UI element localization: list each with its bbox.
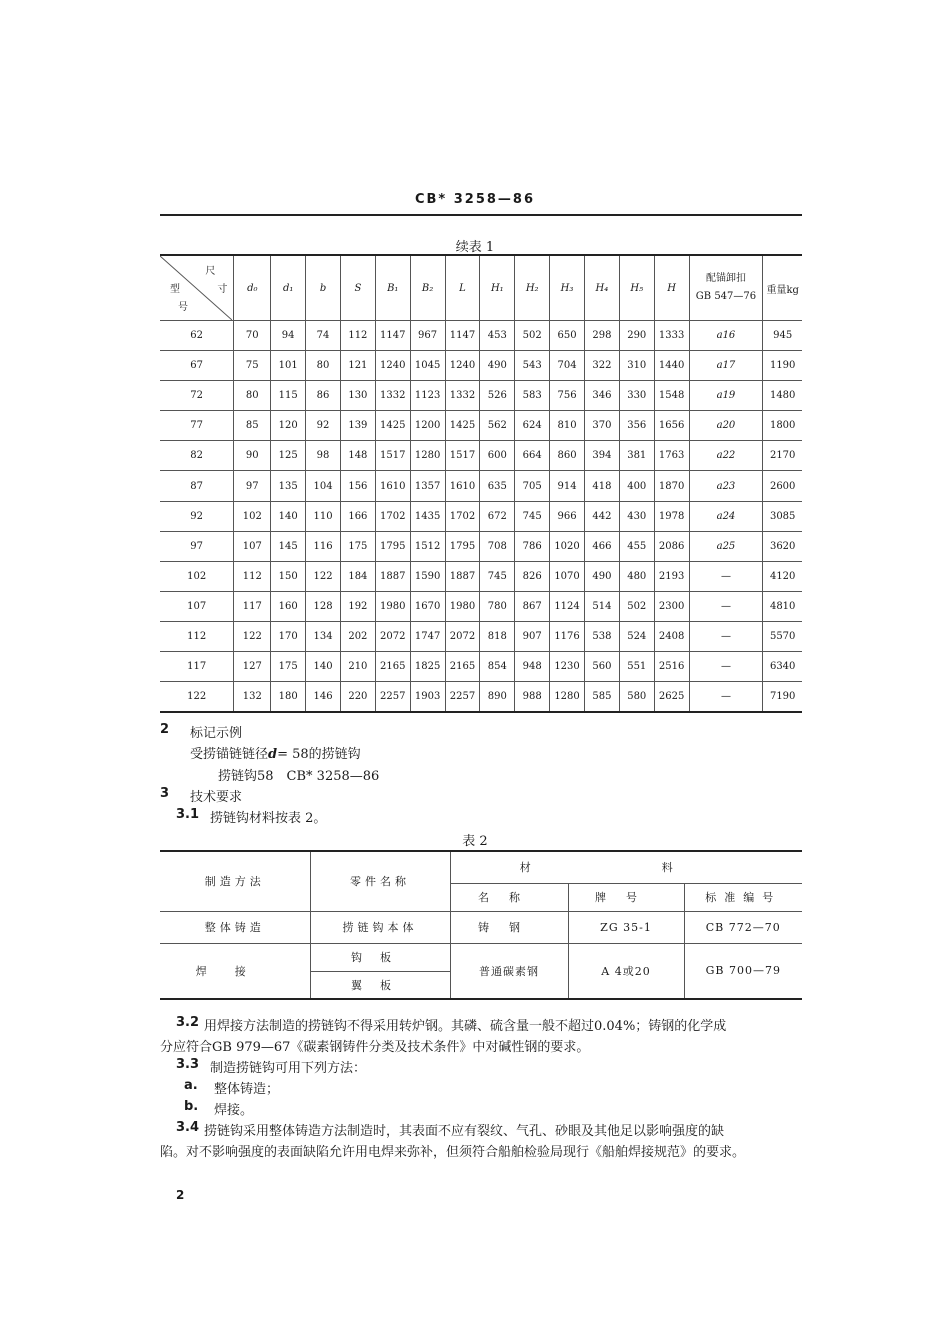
table-cell: 1795 [445, 531, 480, 561]
table-cell: 115 [271, 381, 306, 411]
table-row [160, 441, 802, 471]
table-cell: 1795 [375, 531, 410, 561]
table-cell: 585 [584, 682, 619, 712]
shackle-header-line2: GB 547—76 [695, 291, 757, 302]
table-cell: 97 [234, 471, 271, 501]
table-cell: 112 [340, 321, 375, 351]
table-cell: 140 [306, 652, 341, 682]
materials-table [160, 850, 802, 1000]
table-cell: 1425 [445, 411, 480, 441]
item-b-label: b. [184, 1099, 199, 1114]
table-cell: 1280 [550, 682, 585, 712]
table-cell: 86 [306, 381, 341, 411]
col-header: B₁ [375, 255, 410, 321]
table1-caption: 续表 1 [455, 240, 495, 255]
table-cell: 400 [619, 471, 654, 501]
table-cell: 745 [480, 561, 515, 591]
table-cell: 2257 [375, 682, 410, 712]
example-variable: d [268, 747, 278, 762]
table-cell: 867 [515, 591, 550, 621]
table-cell: 210 [340, 652, 375, 682]
table-cell: 1440 [654, 351, 689, 381]
table-cell: 2165 [445, 652, 480, 682]
table-cell: 543 [515, 351, 550, 381]
table-cell: 466 [584, 531, 619, 561]
table-cell: 128 [306, 591, 341, 621]
clause-3-2-line1: 用焊接方法制造的捞链钩不得采用转炉钢。其磷、硫含量一般不超过0.04%；铸钢的化学成 [204, 1019, 727, 1034]
weight-cell: 945 [763, 321, 802, 351]
table-cell: 1702 [445, 501, 480, 531]
table2-caption: 表 2 [462, 834, 488, 849]
table-cell: 480 [619, 561, 654, 591]
table-cell: 116 [306, 531, 341, 561]
row2-grade: A 4或20 [568, 943, 684, 999]
table-cell: 967 [410, 321, 445, 351]
table-cell: 907 [515, 621, 550, 651]
section2-title: 标记示例 [190, 726, 243, 741]
table-cell: 330 [619, 381, 654, 411]
table-cell: 310 [619, 351, 654, 381]
table-row [160, 471, 802, 501]
table-cell: 818 [480, 621, 515, 651]
shackle-header [689, 255, 763, 321]
col-header: B₂ [410, 255, 445, 321]
col-header: H [654, 255, 689, 321]
clause-3-4-line1: 捞链钩采用整体铸造方法制造时，其表面不应有裂纹、气孔、砂眼及其他足以影响强度的缺 [204, 1124, 725, 1139]
table-row [160, 561, 802, 591]
model-cell: 72 [160, 381, 234, 411]
table-cell: 122 [234, 621, 271, 651]
col-header: H₄ [584, 255, 619, 321]
table-cell: 70 [234, 321, 271, 351]
model-cell: 77 [160, 411, 234, 441]
table-cell: 346 [584, 381, 619, 411]
table-cell: 94 [271, 321, 306, 351]
table-cell: 1020 [550, 531, 585, 561]
header-method: 制造方法 [160, 851, 310, 911]
table-cell: 914 [550, 471, 585, 501]
diag-model-a: 型 [170, 284, 180, 295]
item-a-text: 整体铸造； [214, 1082, 280, 1097]
row2-part-1: 钩板 [310, 943, 450, 971]
col-header: H₃ [550, 255, 585, 321]
table-cell: 756 [550, 381, 585, 411]
table-cell: 860 [550, 441, 585, 471]
table-row [160, 682, 802, 712]
shackle-cell: a23 [689, 471, 763, 501]
shackle-cell: a17 [689, 351, 763, 381]
section2-example-line2: 捞链钩58 CB* 3258—86 [218, 769, 380, 784]
table-cell: 810 [550, 411, 585, 441]
table-cell: 112 [234, 561, 271, 591]
table-cell: 890 [480, 682, 515, 712]
table-cell: 1763 [654, 441, 689, 471]
table-cell: 290 [619, 321, 654, 351]
table-cell: 1357 [410, 471, 445, 501]
header-standard: 标准编号 [684, 883, 802, 911]
table-cell: 394 [584, 441, 619, 471]
clause-3-3-number: 3.3 [176, 1057, 200, 1072]
weight-cell: 1480 [763, 381, 802, 411]
table-cell: 148 [340, 441, 375, 471]
model-cell: 87 [160, 471, 234, 501]
table-cell: 156 [340, 471, 375, 501]
table-cell: 101 [271, 351, 306, 381]
table-cell: 1887 [445, 561, 480, 591]
table-cell: 121 [340, 351, 375, 381]
table2-row [160, 943, 802, 971]
table-cell: 418 [584, 471, 619, 501]
table-cell: 1610 [445, 471, 480, 501]
table-cell: 1517 [375, 441, 410, 471]
shackle-cell: a19 [689, 381, 763, 411]
table-cell: 145 [271, 531, 306, 561]
table-cell: 170 [271, 621, 306, 651]
row1-standard: CB 772—70 [684, 911, 802, 943]
table-cell: 117 [234, 591, 271, 621]
table-cell: 1123 [410, 381, 445, 411]
weight-cell: 7190 [763, 682, 802, 712]
table2-row [160, 911, 802, 943]
table-cell: 102 [234, 501, 271, 531]
table-cell: 672 [480, 501, 515, 531]
row1-name: 铸钢 [450, 911, 568, 943]
table-cell: 1656 [654, 411, 689, 441]
diag-size-b: 寸 [217, 284, 228, 295]
table-cell: 786 [515, 531, 550, 561]
model-cell: 82 [160, 441, 234, 471]
model-cell: 102 [160, 561, 234, 591]
table2-header-row-1 [160, 851, 802, 883]
table-cell: 1240 [375, 351, 410, 381]
table-cell: 1147 [445, 321, 480, 351]
table-cell: 80 [306, 351, 341, 381]
shackle-cell: a22 [689, 441, 763, 471]
shackle-cell: — [689, 591, 763, 621]
clause-3-4-line2: 陷。对不影响强度的表面缺陷允许用电焊来弥补，但须符合船舶检验局现行《船舶焊接规范》的要求。 [160, 1145, 746, 1160]
table-cell: 107 [234, 531, 271, 561]
col-header: d₁ [271, 255, 306, 321]
table-cell: 966 [550, 501, 585, 531]
table-cell: 1978 [654, 501, 689, 531]
table-cell: 1425 [375, 411, 410, 441]
table-cell: 104 [306, 471, 341, 501]
table-row [160, 321, 802, 351]
table-cell: 1517 [445, 441, 480, 471]
table-cell: 562 [480, 411, 515, 441]
row2-part-2: 翼板 [310, 971, 450, 999]
shackle-cell: — [689, 561, 763, 591]
table-cell: 202 [340, 621, 375, 651]
table-cell: 298 [584, 321, 619, 351]
table-cell: 1980 [445, 591, 480, 621]
col-header: H₅ [619, 255, 654, 321]
table-cell: 1200 [410, 411, 445, 441]
weight-cell: 2600 [763, 471, 802, 501]
example-text-post: = 58的捞链钩 [277, 747, 361, 762]
table-cell: 1590 [410, 561, 445, 591]
document-header-code: CB* 3258—86 [414, 192, 536, 207]
dimensions-table [160, 254, 802, 713]
table-cell: 370 [584, 411, 619, 441]
table-cell: 98 [306, 441, 341, 471]
row2-name: 普通碳素钢 [450, 943, 568, 999]
table-cell: 1870 [654, 471, 689, 501]
table-cell: 600 [480, 441, 515, 471]
table-cell: 2193 [654, 561, 689, 591]
row1-grade: ZG 35-1 [568, 911, 684, 943]
table-cell: 92 [306, 411, 341, 441]
shackle-header-line1: 配锚卸扣 [705, 273, 746, 284]
table-cell: 442 [584, 501, 619, 531]
clause-3-1-number: 3.1 [176, 807, 200, 822]
clause-3-3-text: 制造捞链钩可用下列方法： [210, 1061, 367, 1076]
table-cell: 453 [480, 321, 515, 351]
table-cell: 120 [271, 411, 306, 441]
table-cell: 455 [619, 531, 654, 561]
table-cell: 430 [619, 501, 654, 531]
table-cell: 1176 [550, 621, 585, 651]
table-cell: 2625 [654, 682, 689, 712]
table-cell: 220 [340, 682, 375, 712]
clause-3-1-text: 捞链钩材料按表 2。 [210, 811, 327, 826]
shackle-cell: — [689, 652, 763, 682]
table-cell: 175 [340, 531, 375, 561]
table-cell: 1670 [410, 591, 445, 621]
table-cell: 1980 [375, 591, 410, 621]
shackle-cell: — [689, 621, 763, 651]
weight-cell: 4810 [763, 591, 802, 621]
weight-cell: 1800 [763, 411, 802, 441]
table-cell: 1548 [654, 381, 689, 411]
table1-body [160, 321, 802, 712]
table-row [160, 411, 802, 441]
diag-size-a: 尺 [205, 266, 216, 277]
table-cell: 1747 [410, 621, 445, 651]
table-cell: 1333 [654, 321, 689, 351]
shackle-cell: a20 [689, 411, 763, 441]
shackle-cell: — [689, 682, 763, 712]
table-cell: 745 [515, 501, 550, 531]
row2-standard: GB 700—79 [684, 943, 802, 999]
weight-header: 重量kg [763, 255, 802, 321]
table-cell: 150 [271, 561, 306, 591]
header-part-name: 零件名称 [310, 851, 450, 911]
weight-cell: 6340 [763, 652, 802, 682]
table-cell: 122 [306, 561, 341, 591]
model-cell: 67 [160, 351, 234, 381]
weight-cell: 1190 [763, 351, 802, 381]
weight-cell: 3620 [763, 531, 802, 561]
table-row [160, 501, 802, 531]
weight-cell: 5570 [763, 621, 802, 651]
table-cell: 490 [480, 351, 515, 381]
table-cell: 184 [340, 561, 375, 591]
table-cell: 624 [515, 411, 550, 441]
table-cell: 2516 [654, 652, 689, 682]
table-cell: 125 [271, 441, 306, 471]
shackle-cell: a24 [689, 501, 763, 531]
row2-method: 焊接 [160, 943, 310, 999]
table-cell: 1610 [375, 471, 410, 501]
section3-number: 3 [160, 786, 170, 801]
table-cell: 1825 [410, 652, 445, 682]
table-cell: 192 [340, 591, 375, 621]
table-cell: 1240 [445, 351, 480, 381]
col-header: S [340, 255, 375, 321]
table-cell: 139 [340, 411, 375, 441]
table-row [160, 591, 802, 621]
example-text-pre: 受捞锚链链径 [190, 747, 269, 762]
model-cell: 92 [160, 501, 234, 531]
table1-header-row [160, 255, 802, 321]
table-cell: 1435 [410, 501, 445, 531]
table-cell: 514 [584, 591, 619, 621]
row1-part: 捞链钩本体 [310, 911, 450, 943]
col-header: d₀ [234, 255, 271, 321]
table-cell: 2257 [445, 682, 480, 712]
table-row [160, 621, 802, 651]
table-cell: 130 [340, 381, 375, 411]
model-cell: 117 [160, 652, 234, 682]
model-cell: 97 [160, 531, 234, 561]
table-cell: 1887 [375, 561, 410, 591]
table-cell: 524 [619, 621, 654, 651]
table-cell: 2072 [375, 621, 410, 651]
table-cell: 1332 [445, 381, 480, 411]
table-cell: 538 [584, 621, 619, 651]
col-header: H₁ [480, 255, 515, 321]
header-name: 名称 [450, 883, 568, 911]
table-cell: 635 [480, 471, 515, 501]
weight-cell: 2170 [763, 441, 802, 471]
clause-3-4-number: 3.4 [176, 1120, 200, 1135]
table-cell: 2072 [445, 621, 480, 651]
col-header: H₂ [515, 255, 550, 321]
table-cell: 704 [550, 351, 585, 381]
table-cell: 356 [619, 411, 654, 441]
table-cell: 127 [234, 652, 271, 682]
diag-model-b: 号 [178, 302, 188, 313]
section2-number: 2 [160, 722, 170, 737]
clause-3-2-number: 3.2 [176, 1015, 200, 1030]
table-cell: 705 [515, 471, 550, 501]
table-cell: 140 [271, 501, 306, 531]
table-cell: 664 [515, 441, 550, 471]
table-cell: 583 [515, 381, 550, 411]
model-cell: 107 [160, 591, 234, 621]
clause-3-2-line2: 分应符合GB 979—67《碳素钢铸件分类及技术条件》中对碱性钢的要求。 [160, 1040, 590, 1055]
table-cell: 780 [480, 591, 515, 621]
table-cell: 75 [234, 351, 271, 381]
table-cell: 1070 [550, 561, 585, 591]
table-cell: 74 [306, 321, 341, 351]
table-cell: 160 [271, 591, 306, 621]
table-cell: 1702 [375, 501, 410, 531]
weight-cell: 3085 [763, 501, 802, 531]
table-cell: 146 [306, 682, 341, 712]
table-cell: 322 [584, 351, 619, 381]
table-cell: 1512 [410, 531, 445, 561]
table-cell: 948 [515, 652, 550, 682]
table-cell: 580 [619, 682, 654, 712]
table-row [160, 652, 802, 682]
table-cell: 490 [584, 561, 619, 591]
table-cell: 85 [234, 411, 271, 441]
table-cell: 854 [480, 652, 515, 682]
table-cell: 1230 [550, 652, 585, 682]
table-cell: 826 [515, 561, 550, 591]
row1-method: 整体铸造 [160, 911, 310, 943]
weight-cell: 4120 [763, 561, 802, 591]
table-cell: 502 [619, 591, 654, 621]
table-cell: 381 [619, 441, 654, 471]
header-material: 材 料 [450, 851, 802, 883]
table-row [160, 351, 802, 381]
section3-title: 技术要求 [190, 790, 243, 805]
table-cell: 180 [271, 682, 306, 712]
table-cell: 80 [234, 381, 271, 411]
model-cell: 62 [160, 321, 234, 351]
table-cell: 132 [234, 682, 271, 712]
item-b-text: 焊接。 [214, 1103, 254, 1118]
table-cell: 551 [619, 652, 654, 682]
header-grade: 牌号 [568, 883, 684, 911]
col-header: L [445, 255, 480, 321]
table-cell: 1332 [375, 381, 410, 411]
table-cell: 526 [480, 381, 515, 411]
table-cell: 2300 [654, 591, 689, 621]
table-cell: 175 [271, 652, 306, 682]
table-cell: 166 [340, 501, 375, 531]
table-cell: 708 [480, 531, 515, 561]
table-cell: 560 [584, 652, 619, 682]
table-cell: 1903 [410, 682, 445, 712]
table-cell: 135 [271, 471, 306, 501]
header-rule [160, 214, 802, 216]
item-a-label: a. [184, 1078, 198, 1093]
table-cell: 110 [306, 501, 341, 531]
section2-example-line1 [190, 743, 361, 762]
table-cell: 650 [550, 321, 585, 351]
table-cell: 988 [515, 682, 550, 712]
table-cell: 90 [234, 441, 271, 471]
col-header: b [306, 255, 341, 321]
table-cell: 1045 [410, 351, 445, 381]
page-number: 2 [176, 1188, 185, 1202]
diagonal-header-cell [160, 255, 234, 321]
table-cell: 2408 [654, 621, 689, 651]
table-cell: 1124 [550, 591, 585, 621]
model-cell: 122 [160, 682, 234, 712]
table-cell: 134 [306, 621, 341, 651]
table-row [160, 381, 802, 411]
shackle-cell: a25 [689, 531, 763, 561]
table-cell: 2086 [654, 531, 689, 561]
shackle-cell: a16 [689, 321, 763, 351]
table-cell: 502 [515, 321, 550, 351]
table-cell: 1147 [375, 321, 410, 351]
model-cell: 112 [160, 621, 234, 651]
table-row [160, 531, 802, 561]
table-cell: 2165 [375, 652, 410, 682]
table-cell: 1280 [410, 441, 445, 471]
